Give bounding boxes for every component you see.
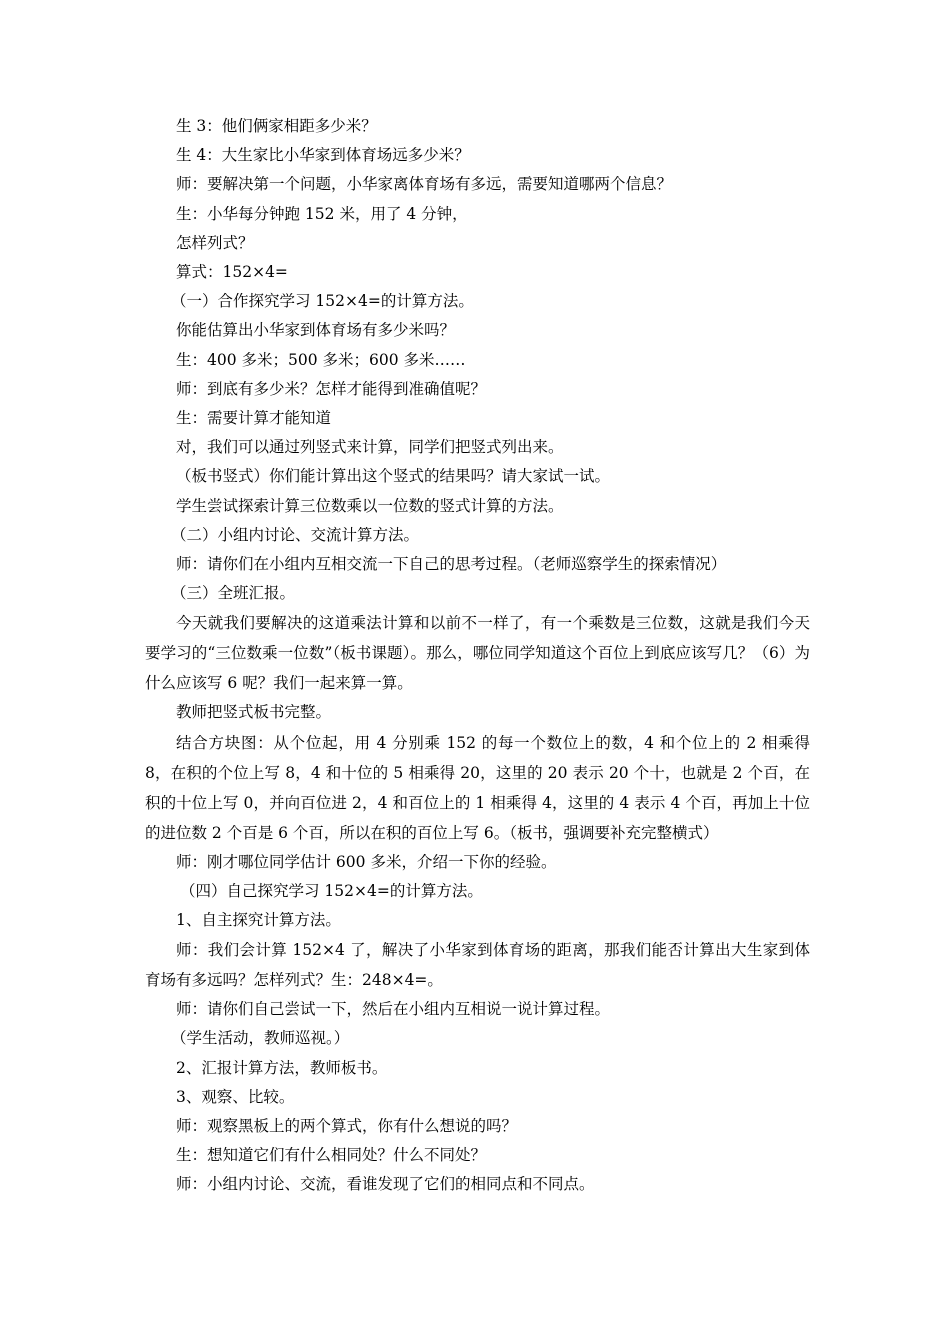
section-heading: （四）自己探究学习 152×4=的计算方法。	[180, 881, 483, 900]
dialogue-line: 师：刚才哪位同学估计 600 多米，介绍一下你的经验。	[176, 852, 557, 871]
explanation-paragraph: 师：我们会计算 152×4 了，解决了小华家到体育场的距离，那我们能否计算出大生家到体育场有多远吗？怎样列式？生：248×4=。	[145, 941, 810, 990]
dialogue-line: 1、自主探究计算方法。	[176, 911, 341, 930]
dialogue-line: （板书竖式）你们能计算出这个竖式的结果吗？请大家试一试。	[176, 467, 611, 486]
dialogue-line: 师：要解决第一个问题，小华家离体育场有多远，需要知道哪两个信息？	[176, 175, 673, 194]
dialogue-line: 生 4：大生家比小华家到体育场远多少米？	[176, 146, 470, 165]
dialogue-line: 3、观察、比较。	[176, 1087, 295, 1106]
dialogue-line: 生：小华每分钟跑 152 米，用了 4 分钟，	[176, 204, 468, 223]
dialogue-line: 生：想知道它们有什么相同处？什么不同处？	[176, 1146, 487, 1165]
section-heading: （一）合作探究学习 152×4=的计算方法。	[171, 292, 474, 311]
explanation-paragraph: 今天就我们要解决的这道乘法计算和以前不一样了，有一个乘数是三位数，这就是我们今天要学习的“三位数乘一位数”（板书课题）。那么，哪位同学知道这个百位上到底应该写几？（6）为什么应该写 6 呢？我们一起来算一算。	[145, 614, 810, 693]
dialogue-line: 生：需要计算才能知道	[176, 409, 332, 428]
dialogue-line: 算式：152×4=	[176, 263, 288, 282]
dialogue-line: 师：观察黑板上的两个算式，你有什么想说的吗？	[176, 1117, 518, 1136]
section-heading: （二）小组内讨论、交流计算方法。	[171, 525, 420, 544]
dialogue-line: 怎样列式？	[176, 233, 254, 252]
dialogue-line: 师：小组内讨论、交流，看谁发现了它们的相同点和不同点。	[176, 1175, 595, 1194]
dialogue-line: 学生尝试探索计算三位数乘以一位数的竖式计算的方法。	[176, 496, 564, 515]
dialogue-line: 你能估算出小华家到体育场有多少米吗？	[176, 321, 456, 340]
dialogue-line: （学生活动，教师巡视。）	[171, 1029, 350, 1048]
dialogue-line: 教师把竖式板书完整。	[176, 703, 332, 722]
dialogue-line: 师：到底有多少米？怎样才能得到准确值呢？	[176, 379, 487, 398]
dialogue-line: 师：请你们在小组内互相交流一下自己的思考过程。（老师巡察学生的探索情况）	[176, 555, 727, 574]
explanation-paragraph: 结合方块图：从个位起，用 4 分别乘 152 的每一个数位上的数，4 和个位上的 2 相乘得 8，在积的个位上写 8，4 和十位的 5 相乘得 20，这里的 20 表示 20 个十，也就是 2 个百，在积的十位上写 0，并向百位进 2，4 和百位上的 1 相乘得 4，这里的 4 表示 4 个百，再加上十位的进位数 2 个百是 6 个百，所以在积的百位上写 6。（板书，强调要补充完整横式）	[145, 733, 810, 842]
dialogue-line: 对，我们可以通过列竖式来计算，同学们把竖式列出来。	[176, 438, 564, 457]
dialogue-line: 生：400 多米；500 多米；600 多米……	[176, 350, 466, 369]
dialogue-line: 生 3：他们俩家相距多少米？	[176, 117, 377, 135]
document-page	[145, 112, 810, 1200]
dialogue-line: 2、汇报计算方法，教师板书。	[176, 1058, 388, 1077]
dialogue-line: 师：请你们自己尝试一下，然后在小组内互相说一说计算过程。	[176, 1000, 611, 1019]
section-heading: （三）全班汇报。	[171, 584, 296, 603]
